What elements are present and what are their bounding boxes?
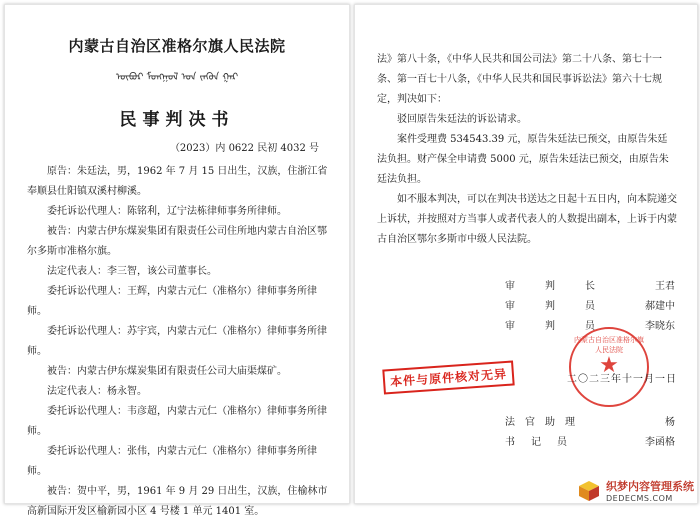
paragraph: 法定代表人：李三智，该公司董事长。 bbox=[47, 266, 217, 277]
court-title: 内蒙古自治区准格尔旗人民法院 bbox=[68, 37, 286, 55]
watermark-logo bbox=[577, 478, 694, 503]
paragraph: 案件受理费 534543.39 元，原告朱廷法已预交，由原告朱廷法负担。财产保全申请费 5000 元，原告朱廷法已预交，由原告朱廷法负担。 bbox=[377, 134, 669, 185]
signature-role: 审判员 bbox=[505, 321, 625, 332]
court-seal-text: 内蒙古自治区准格尔旗人民法院 bbox=[574, 336, 644, 354]
clerk-role: 书记员 bbox=[505, 437, 583, 448]
clerk-name: 李函格 bbox=[645, 437, 675, 448]
star-icon: ★ bbox=[599, 353, 619, 378]
parties-section bbox=[27, 162, 329, 522]
paragraph: 委托诉讼代理人：陈铭利，辽宁法栋律师事务所律师。 bbox=[47, 206, 287, 217]
watermark-text bbox=[606, 478, 694, 503]
paragraph: 委托诉讼代理人：韦彦超，内蒙古元仁（准格尔）律师事务所律师。 bbox=[27, 406, 327, 437]
signature-role: 审判员 bbox=[505, 301, 625, 312]
mongolian-court-name: ᠥᠪᠦᠷ ᠮᠣᠩᠭᠣᠯ ᠤᠨ ᠵᠡᠭᠦᠨ ᠭᠠᠷ bbox=[115, 72, 239, 83]
clerk-role: 法官助理 bbox=[505, 417, 585, 428]
signature-name: 郝建中 bbox=[645, 301, 675, 312]
paragraph: 如不服本判决，可以在判决书送达之日起十五日内，向本院递交上诉状，并按照对方当事人或者代表人的人数提出副本，上诉于内蒙古自治区鄂尔多斯市中级人民法院。 bbox=[377, 194, 677, 245]
document-title: 民事判决书 bbox=[119, 110, 235, 130]
paragraph: 法》第八十条，《中华人民共和国公司法》第二十八条、第七十一条、第一百七十八条，《中华人民共和国民事诉讼法》第六十七规定，判决如下： bbox=[377, 54, 662, 105]
signature-role: 审判长 bbox=[505, 281, 625, 292]
paragraph: 委托诉讼代理人：张伟，内蒙古元仁（准格尔）律师事务所律师。 bbox=[27, 446, 317, 477]
judgment-section bbox=[377, 50, 677, 250]
paragraph: 被告：内蒙古伊东煤炭集团有限责任公司大庙渠煤矿。 bbox=[47, 366, 287, 377]
judgment-date: 二〇二三年十一月一日 bbox=[567, 374, 677, 385]
signature-row bbox=[505, 277, 685, 291]
right-page bbox=[354, 4, 698, 504]
signature-name: 王君 bbox=[655, 281, 675, 292]
case-number: （2023）内 0622 民初 4032 号 bbox=[169, 143, 319, 154]
watermark-name: 织梦内容管理系统 bbox=[606, 480, 694, 493]
watermark-url: DEDECMS.COM bbox=[606, 494, 673, 503]
paragraph: 被告：贺中平，男，1961 年 9 月 29 日出生，汉族，住榆林市高新国际开发区榆新园小区 4 号楼 1 单元 1401 室。 bbox=[27, 486, 328, 517]
clerk-row bbox=[505, 413, 685, 427]
paragraph: 原告：朱廷法，男，1962 年 7 月 15 日出生，汉族，住浙江省奉顺县仕阳镇双溪村柳溪。 bbox=[27, 166, 328, 197]
clerk-name: 杨 bbox=[665, 417, 675, 428]
paragraph: 委托诉讼代理人：苏宇宾，内蒙古元仁（准格尔）律师事务所律师。 bbox=[27, 326, 327, 357]
paragraph: 被告：内蒙古伊东煤炭集团有限责任公司住所地内蒙古自治区鄂尔多斯市准格尔旗。 bbox=[27, 226, 327, 257]
signature-row bbox=[505, 297, 685, 311]
paragraph: 委托诉讼代理人：王辉，内蒙古元仁（准格尔）律师事务所律师。 bbox=[27, 286, 317, 317]
court-seal bbox=[569, 327, 649, 407]
copy-verified-stamp: 本件与原件核对无异 bbox=[382, 360, 514, 394]
signature-name: 李晓东 bbox=[645, 321, 675, 332]
paragraph: 法定代表人：杨永智。 bbox=[47, 386, 147, 397]
paragraph: 驳回原告朱廷法的诉讼请求。 bbox=[397, 114, 527, 125]
clerk-row bbox=[505, 433, 685, 447]
cube-logo-icon bbox=[577, 479, 601, 503]
left-page bbox=[4, 4, 350, 517]
